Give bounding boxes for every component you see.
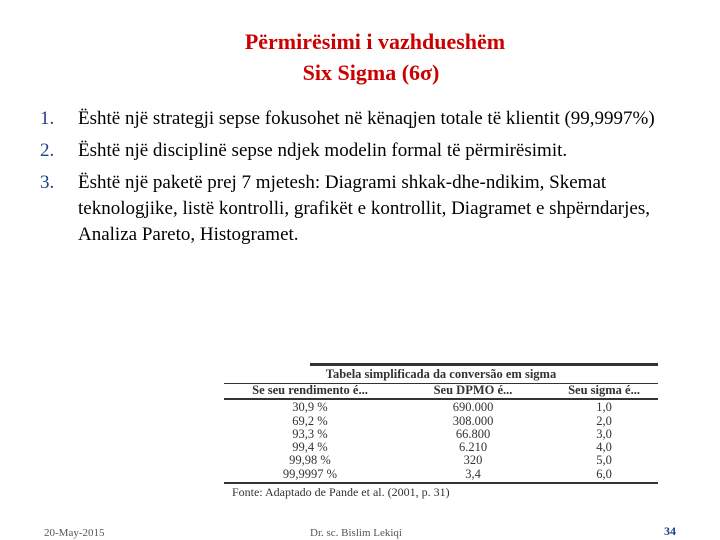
list-number: 2. [40, 140, 55, 161]
table-source: Fonte: Adaptado de Pande et al. (2001, p. 31) [232, 485, 450, 500]
header-dpmo: Seu DPMO é... [433, 383, 513, 397]
list-item [40, 138, 690, 164]
footer-author: Dr. sc. Bislim Lekiqi [310, 527, 402, 539]
sigma-table-image [224, 363, 658, 520]
table-row: 99,9997 % 3,4 6,0 [282, 466, 612, 481]
title-line-2: Six Sigma (6σ) [302, 60, 440, 85]
bullet-list [40, 106, 690, 254]
table-header [224, 384, 658, 400]
list-number: 1. [40, 108, 55, 129]
list-text: Është një paketë prej 7 mjetesh: Diagrami shkak-dhe-ndikim, Skemat teknologjike, listë kontrolli, grafikët e kontrollit, Diagramet e shpërndarjes, Analiza Pareto, Histogramet. [78, 172, 650, 245]
list-text: Është një strategji sepse fokusohet në kënaqjen totale të klientit (99,9997%) [78, 108, 655, 129]
list-number: 3. [40, 172, 55, 193]
slide-title [0, 26, 720, 88]
header-yield: Se seu rendimento é... [252, 383, 368, 397]
page-number: 34 [664, 524, 676, 538]
table-row: 30,9 % 690.000 1,0 [292, 400, 612, 415]
table-row: 69,2 % 308.000 2,0 [292, 413, 612, 428]
header-sigma: Seu sigma é... [568, 383, 640, 397]
list-text: Është një disciplinë sepse ndjek modelin formal të përmirësimit. [78, 140, 568, 161]
table-title: Tabela simplificada da conversão em sigma [310, 363, 658, 382]
table-row: 99,98 % 320 5,0 [289, 453, 612, 468]
table-row: 93,3 % 66.800 3,0 [292, 426, 612, 441]
title-line-1: Përmirësimi i vazhdueshëm [244, 29, 506, 54]
list-item [40, 170, 690, 248]
table-row: 99,4 % 6.210 4,0 [292, 440, 612, 455]
table-body [224, 401, 658, 484]
footer-date: 20-May-2015 [44, 527, 105, 539]
list-item [40, 106, 690, 132]
